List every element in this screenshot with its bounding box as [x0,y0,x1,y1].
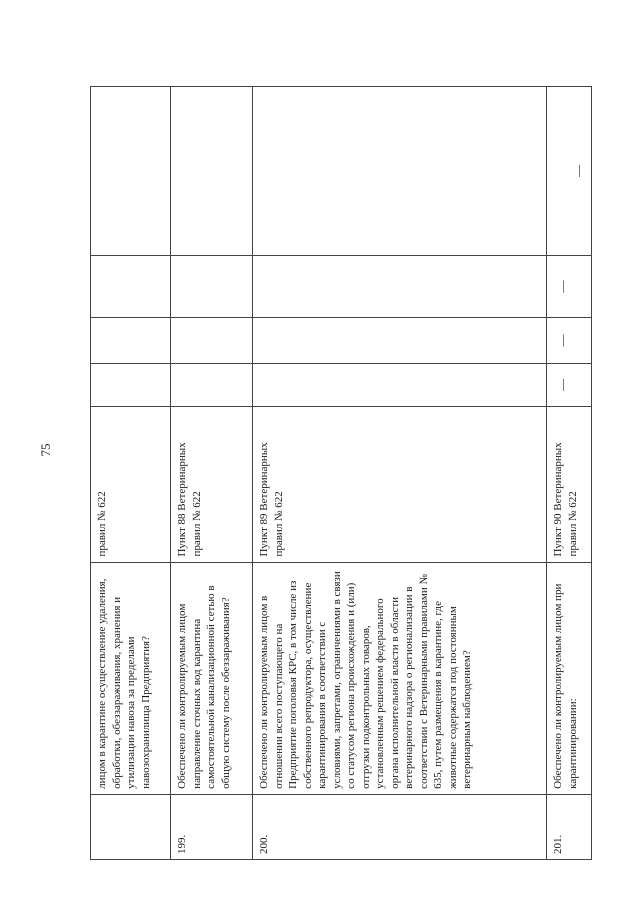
answer-yes-cell [547,363,592,407]
dash-mark: — [571,164,585,177]
question-text: Обеспечено ли контролируемым лицом направление сточных вод карантина самостоятельной канализационной сетью в общую систему после обеззараживания? [176,585,232,789]
reference-cell: Пункт 90 Ветеринарных правил № 622 [547,407,592,562]
row-number-cell: 199. [171,794,253,859]
row-number-cell [91,794,171,859]
question-cell [547,562,592,794]
row-number-cell: 200. [253,794,547,859]
table-row [547,87,592,860]
answer-no-cell [91,318,171,363]
question-text: лицом в карантине осуществление удаления, обработки, обеззараживания, хранения и утилизации навоза за пределами навозохранилища Предприятия? [96,578,152,789]
answer-yes-cell [91,363,171,407]
answer-na-cell [91,255,171,317]
answer-no-cell [171,318,253,363]
checklist-table [90,86,592,860]
reference-cell: Пункт 89 Ветеринарных правил № 622 [253,407,547,562]
question-cell [91,562,171,794]
dash-mark: — [555,378,569,391]
answer-na-cell [171,255,253,317]
reference-cell: Пункт 88 Ветеринарных правил № 622 [171,407,253,562]
table-container [90,86,584,860]
answer-no-cell [253,318,547,363]
question-text: Обеспечено ли контролируемым лицом при карантинировании: [552,583,579,789]
question-text: Обеспечено ли контролируемым лицом в отношении всего поступающего на Предприятие поголовья КРС, в том числе из собственного репродуктора, осуществление карантинирования в соответствии с условиями, запретами, ограничениями в связи со статусом региона происхождения и (или) отгрузки подконтрольных товаров, установленным решением федерального органа исполнительной власти в области ветеринарного надзора о регионализации в соответствии с Ветеринарными правилами № 635, путем размещения в карантине, где животные содержатся под постоянным ветеринарным наблюдением? [258,571,474,789]
reference-cell: правил № 622 [91,407,171,562]
comment-cell [547,87,592,256]
dash-mark: — [555,280,569,293]
answer-yes-cell [253,363,547,407]
answer-na-cell [547,255,592,317]
comment-cell [91,87,171,256]
answer-na-cell [253,255,547,317]
rotated-table-frame [90,86,584,860]
answer-yes-cell [171,363,253,407]
question-cell [253,562,547,794]
comment-cell [171,87,253,256]
page-number: 75 [38,443,53,457]
comment-cell [253,87,547,256]
table-row [91,87,171,860]
answer-no-cell [547,318,592,363]
table-row [171,87,253,860]
row-number-cell: 201. [547,794,592,859]
question-cell [171,562,253,794]
dash-mark: — [555,334,569,347]
table-row [253,87,547,860]
